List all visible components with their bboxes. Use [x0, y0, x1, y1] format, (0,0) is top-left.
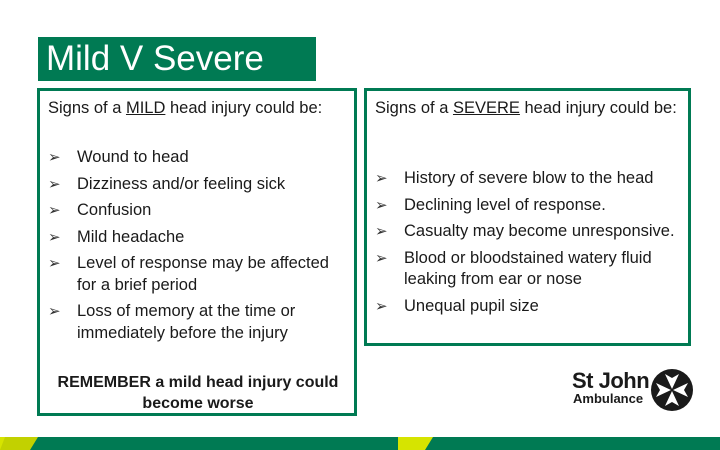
- list-item: [375, 168, 685, 190]
- arrow-bullet-icon: ➢: [48, 148, 61, 166]
- list-item: [48, 227, 348, 249]
- list-item-text: Loss of memory at the time or immediately before the injury: [77, 302, 296, 342]
- list-item: [375, 248, 685, 291]
- list-item-text: Wound to head: [77, 148, 189, 166]
- arrow-bullet-icon: ➢: [48, 174, 61, 193]
- footer-stripe: [0, 437, 720, 450]
- mild-heading-prefix: Signs of a: [48, 99, 126, 117]
- severe-heading-keyword: SEVERE: [452, 99, 520, 117]
- arrow-bullet-icon: ➢: [375, 169, 388, 187]
- arrow-bullet-icon: ➢: [375, 248, 388, 267]
- mild-signs-panel: [37, 88, 357, 416]
- arrow-bullet-icon: ➢: [48, 302, 61, 320]
- arrow-bullet-icon: ➢: [48, 201, 61, 219]
- arrow-bullet-icon: ➢: [375, 296, 388, 315]
- mild-heading-suffix: head injury could be:: [165, 99, 323, 117]
- list-item: [48, 147, 348, 169]
- list-item: [375, 221, 685, 243]
- arrow-bullet-icon: ➢: [48, 254, 61, 272]
- list-item: [48, 301, 348, 344]
- list-item-text: Declining level of response.: [404, 195, 606, 214]
- mild-signs-list: [48, 147, 348, 349]
- list-item-text: Mild headache: [77, 227, 185, 246]
- arrow-bullet-icon: ➢: [48, 227, 61, 246]
- list-item-text: Level of response may be affected for a brief period: [77, 254, 329, 294]
- logo-text-line1: St John: [572, 368, 650, 393]
- logo-text-line2: Ambulance: [573, 391, 644, 406]
- severe-signs-panel: [364, 88, 691, 346]
- severe-signs-list: [375, 168, 685, 322]
- list-item: [375, 195, 685, 217]
- mild-heading: [48, 98, 353, 119]
- mild-heading-keyword: MILD: [125, 99, 166, 117]
- severe-heading-prefix: Signs of a: [375, 99, 453, 117]
- list-item: [48, 200, 348, 222]
- severe-heading-suffix: head injury could be:: [519, 99, 677, 117]
- severe-heading: [375, 98, 685, 119]
- list-item-text: Blood or bloodstained watery fluid leaking from ear or nose: [404, 248, 652, 288]
- list-item-text: Confusion: [77, 201, 152, 219]
- maltese-cross-icon: [650, 368, 694, 412]
- remember-note: REMEMBER a mild head injury could become worse: [57, 374, 339, 412]
- slide-title: Mild V Severe: [38, 37, 316, 81]
- arrow-bullet-icon: ➢: [375, 195, 388, 214]
- arrow-bullet-icon: ➢: [375, 222, 388, 240]
- list-item-text: History of severe blow to the head: [404, 169, 654, 187]
- list-item-text: Dizziness and/or feeling sick: [77, 174, 286, 193]
- list-item-text: Unequal pupil size: [404, 296, 539, 315]
- list-item: [48, 174, 348, 196]
- list-item-text: Casualty may become unresponsive.: [404, 222, 675, 240]
- list-item: [375, 296, 685, 318]
- list-item: [48, 253, 348, 296]
- st-john-ambulance-logo: [572, 368, 694, 412]
